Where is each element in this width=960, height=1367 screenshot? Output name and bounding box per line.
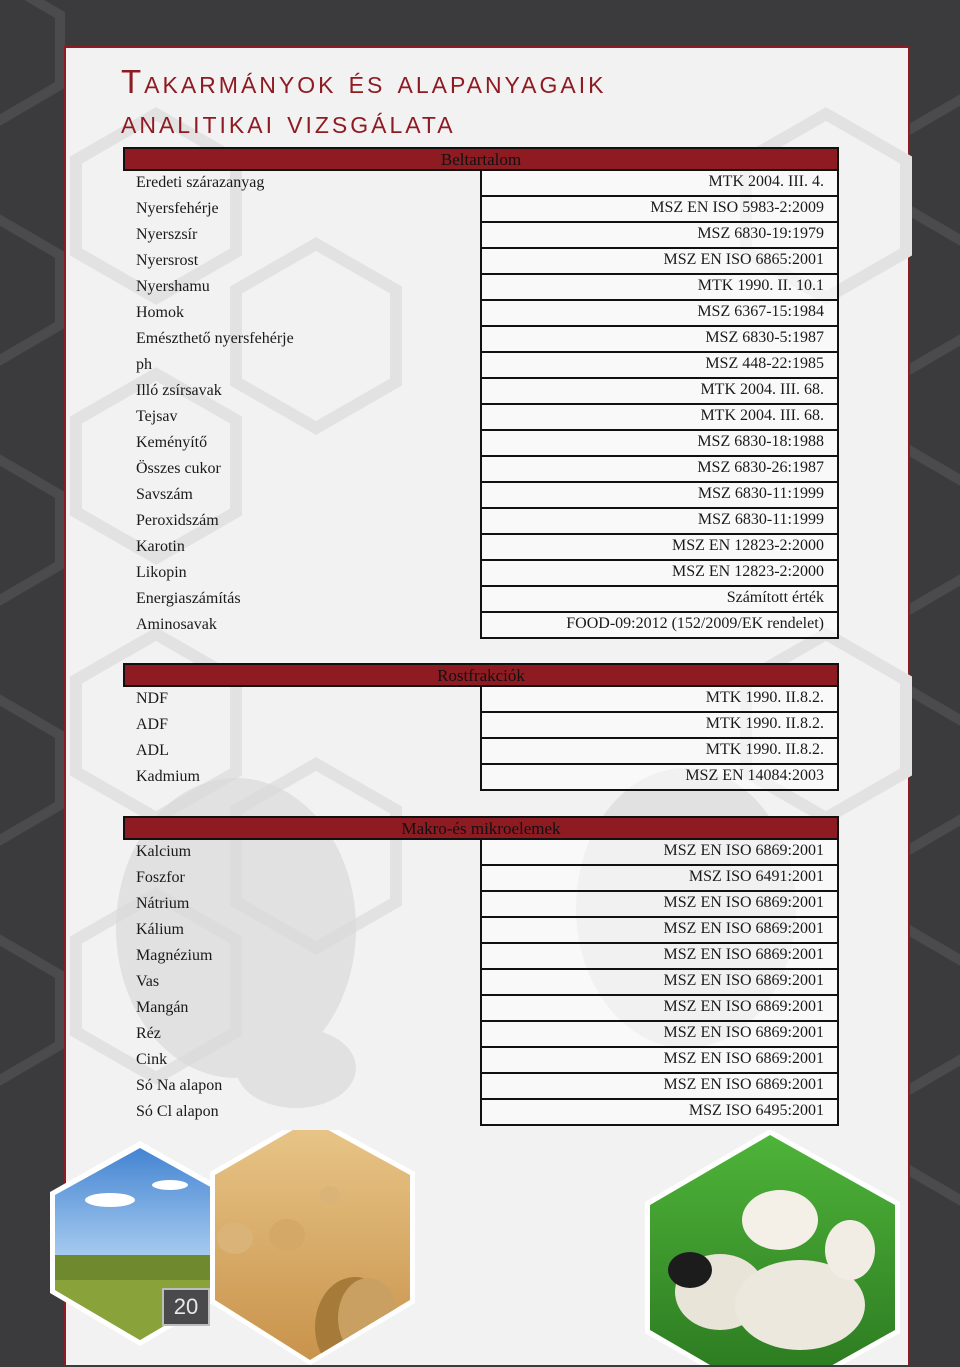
table-row — [123, 353, 839, 379]
standard-reference: MSZ EN ISO 6869:2001 — [480, 918, 839, 944]
parameter-name: Mangán — [136, 999, 189, 1016]
table-row — [123, 687, 839, 713]
parameter-name: Homok — [136, 304, 184, 321]
section-header: Makro-és mikroelemek — [123, 816, 839, 840]
standard-reference: MSZ EN ISO 6869:2001 — [480, 840, 839, 866]
table-row — [123, 892, 839, 918]
standard-reference: MTK 2004. III. 68. — [480, 379, 839, 405]
parameter-name: Savszám — [136, 486, 193, 503]
table-rostfrakciok — [123, 663, 839, 791]
standard-reference: MTK 2004. III. 68. — [480, 405, 839, 431]
standard-reference: MTK 1990. II.8.2. — [480, 713, 839, 739]
table-row — [123, 301, 839, 327]
table-row — [123, 1074, 839, 1100]
parameter-name: Kalcium — [136, 843, 192, 860]
standard-reference: Számított érték — [480, 587, 839, 613]
standard-reference: MTK 1990. II.8.2. — [480, 687, 839, 713]
parameter-name: Kálium — [136, 921, 184, 938]
table-row — [123, 171, 839, 197]
table-row — [123, 431, 839, 457]
parameter-name: Nátrium — [136, 895, 190, 912]
standard-reference: MSZ EN ISO 6865:2001 — [480, 249, 839, 275]
parameter-name: Cink — [136, 1051, 168, 1068]
table-row — [123, 996, 839, 1022]
standard-reference: MSZ 6830-18:1988 — [480, 431, 839, 457]
table-row — [123, 613, 839, 639]
table-row — [123, 713, 839, 739]
page-number: 20 — [162, 1288, 210, 1326]
table-makro-mikroelemek — [123, 816, 839, 1126]
parameter-name: Keményítő — [136, 434, 208, 451]
table-rows — [123, 840, 839, 1126]
parameter-name: Eredeti szárazanyag — [136, 174, 265, 191]
standard-reference: MSZ EN ISO 6869:2001 — [480, 1022, 839, 1048]
table-row — [123, 457, 839, 483]
parameter-name: Nyersfehérje — [136, 200, 219, 217]
table-row — [123, 561, 839, 587]
section-header: Beltartalom — [123, 147, 839, 171]
parameter-name: Nyerszsír — [136, 226, 198, 243]
standard-reference: MSZ EN ISO 6869:2001 — [480, 996, 839, 1022]
parameter-name: Illó zsírsavak — [136, 382, 222, 399]
table-row — [123, 918, 839, 944]
table-row — [123, 223, 839, 249]
standard-reference: MSZ ISO 6491:2001 — [480, 866, 839, 892]
table-beltartalom — [123, 147, 839, 639]
table-rows — [123, 687, 839, 791]
parameter-name: ADL — [136, 742, 169, 759]
standard-reference: MTK 1990. II.8.2. — [480, 739, 839, 765]
standard-reference: MSZ EN 14084:2003 — [480, 765, 839, 791]
parameter-name: Aminosavak — [136, 616, 217, 633]
section-header: Rostfrakciók — [123, 663, 839, 687]
standard-reference: MSZ EN 12823-2:2000 — [480, 535, 839, 561]
table-row — [123, 405, 839, 431]
standard-reference: MSZ EN ISO 6869:2001 — [480, 970, 839, 996]
standard-reference: MTK 2004. III. 4. — [480, 171, 839, 197]
table-row — [123, 275, 839, 301]
standard-reference: MSZ EN ISO 6869:2001 — [480, 1048, 839, 1074]
parameter-name: Kadmium — [136, 768, 200, 785]
standard-reference: MSZ 6830-5:1987 — [480, 327, 839, 353]
parameter-name: ADF — [136, 716, 169, 733]
table-row — [123, 535, 839, 561]
standard-reference: MSZ EN ISO 6869:2001 — [480, 892, 839, 918]
title-line-1: Takarmányok és alapanyagaik — [121, 63, 607, 100]
table-row — [123, 866, 839, 892]
standard-reference: MSZ 6830-26:1987 — [480, 457, 839, 483]
table-row — [123, 509, 839, 535]
table-row — [123, 944, 839, 970]
parameter-name: Összes cukor — [136, 460, 221, 477]
parameter-name: Só Na alapon — [136, 1077, 223, 1094]
table-row — [123, 1100, 839, 1126]
table-row — [123, 483, 839, 509]
standard-reference: FOOD-09:2012 (152/2009/EK rendelet) — [480, 613, 839, 639]
table-row — [123, 970, 839, 996]
table-row — [123, 327, 839, 353]
parameter-name: Nyershamu — [136, 278, 210, 295]
table-row — [123, 587, 839, 613]
standard-reference: MSZ 6830-11:1999 — [480, 483, 839, 509]
parameter-name: ph — [136, 356, 152, 373]
parameter-name: NDF — [136, 690, 169, 707]
standard-reference: MSZ ISO 6495:2001 — [480, 1100, 839, 1126]
table-row — [123, 840, 839, 866]
standard-reference: MSZ 448-22:1985 — [480, 353, 839, 379]
standard-reference: MSZ EN ISO 6869:2001 — [480, 944, 839, 970]
table-row — [123, 1022, 839, 1048]
parameter-name: Likopin — [136, 564, 187, 581]
hay-bales-photo — [210, 1130, 415, 1365]
table-row — [123, 765, 839, 791]
parameter-name: Só Cl alapon — [136, 1103, 219, 1120]
parameter-name: Foszfor — [136, 869, 185, 886]
title-line-2: analitikai vizsgálata — [121, 103, 456, 140]
parameter-name: Vas — [136, 973, 160, 990]
sheep-photo — [645, 1130, 900, 1365]
table-row — [123, 1048, 839, 1074]
table-row — [123, 739, 839, 765]
table-row — [123, 379, 839, 405]
standard-reference: MSZ 6830-19:1979 — [480, 223, 839, 249]
parameter-name: Magnézium — [136, 947, 213, 964]
parameter-name: Réz — [136, 1025, 161, 1042]
parameter-name: Emészthető nyersfehérje — [136, 330, 294, 347]
standard-reference: MSZ EN ISO 5983-2:2009 — [480, 197, 839, 223]
parameter-name: Peroxidszám — [136, 512, 219, 529]
parameter-name: Energiaszámítás — [136, 590, 241, 607]
parameter-name: Nyersrost — [136, 252, 199, 269]
standard-reference: MSZ 6830-11:1999 — [480, 509, 839, 535]
standard-reference: MSZ EN ISO 6869:2001 — [480, 1074, 839, 1100]
table-row — [123, 249, 839, 275]
standard-reference: MSZ EN 12823-2:2000 — [480, 561, 839, 587]
table-rows — [123, 171, 839, 639]
table-row — [123, 197, 839, 223]
standard-reference: MSZ 6367-15:1984 — [480, 301, 839, 327]
standard-reference: MTK 1990. II. 10.1 — [480, 275, 839, 301]
hexagon-photo-strip — [0, 1130, 960, 1365]
page-title — [121, 62, 606, 142]
parameter-name: Karotin — [136, 538, 185, 555]
parameter-name: Tejsav — [136, 408, 178, 425]
